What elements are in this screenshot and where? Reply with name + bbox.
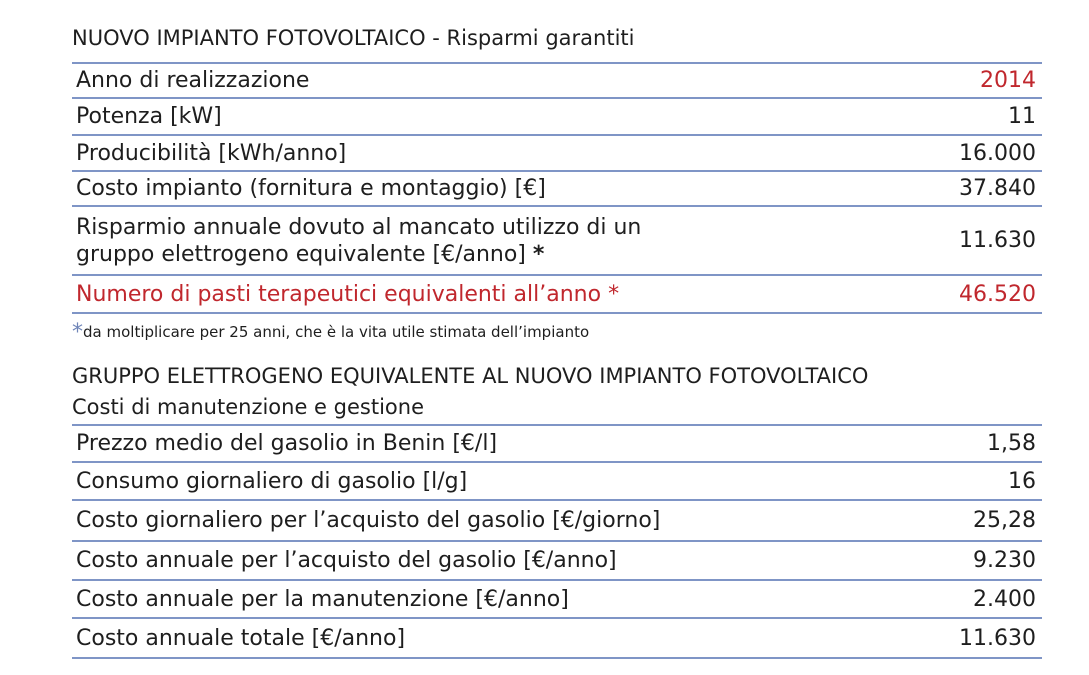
footnote-asterisk: * [72, 320, 83, 345]
row-label: Costo annuale per la manutenzione [€/anno] [76, 586, 569, 612]
row-value: 9.230 [973, 548, 1036, 573]
footnote-text: da moltiplicare per 25 anni, che è la vita utile stimata dell’impianto [83, 323, 590, 341]
row-value: 11.630 [959, 625, 1036, 651]
asterisk-marker: * [532, 241, 545, 267]
row-label: Producibilità [kWh/anno] [76, 140, 347, 166]
row-value: 16.000 [959, 140, 1036, 166]
table-row [72, 501, 1042, 542]
savings-table [72, 62, 1042, 314]
row-value: 16 [1008, 468, 1036, 494]
row-label-line1: Risparmio annuale dovuto al mancato utilizzo di un [76, 214, 642, 240]
row-label: Costo annuale totale [€/anno] [76, 625, 406, 651]
table-row [72, 99, 1042, 136]
section2-title: GRUPPO ELETTROGENO EQUIVALENTE AL NUOVO IMPIANTO FOTOVOLTAICO [72, 364, 869, 388]
row-value: 11.630 [959, 228, 1036, 253]
row-value: 1,58 [987, 431, 1036, 456]
table-row [72, 581, 1042, 619]
row-label: Prezzo medio del gasolio in Benin [€/l] [76, 431, 498, 456]
row-value: 46.520 [959, 281, 1036, 307]
row-label: Potenza [kW] [76, 104, 222, 129]
footnote [72, 318, 589, 343]
table-row [72, 276, 1042, 314]
row-label: Costo impianto (fornitura e montaggio) [€] [76, 176, 546, 201]
row-value: 11 [1008, 104, 1036, 129]
row-value: 2014 [980, 68, 1036, 93]
section1-title: NUOVO IMPIANTO FOTOVOLTAICO - Risparmi garantiti [72, 26, 635, 50]
row-label [72, 281, 619, 308]
table-row [72, 62, 1042, 99]
table-row [72, 172, 1042, 207]
table-row [72, 542, 1042, 581]
row-value: 2.400 [973, 586, 1036, 612]
costs-table [72, 424, 1042, 659]
section2-subtitle: Costi di manutenzione e gestione [72, 395, 424, 419]
row-value: 25,28 [973, 508, 1036, 533]
row-label: Consumo giornaliero di gasolio [l/g] [76, 468, 468, 494]
row-label: Costo giornaliero per l’acquisto del gasolio [€/giorno] [76, 508, 661, 533]
table-row [72, 619, 1042, 659]
row-value: 37.840 [959, 176, 1036, 201]
row-label: Anno di realizzazione [76, 68, 310, 93]
meals-label: Numero di pasti terapeutici equivalenti all’anno [76, 281, 602, 307]
asterisk-marker: * [608, 281, 620, 307]
table-row [72, 136, 1042, 172]
row-label: Costo annuale per l’acquisto del gasolio [€/anno] [76, 548, 617, 573]
row-label [72, 214, 641, 268]
row-label-line2: gruppo elettrogeno equivalente [€/anno] [76, 241, 526, 267]
table-row [72, 463, 1042, 501]
table-row [72, 207, 1042, 276]
table-row [72, 424, 1042, 463]
